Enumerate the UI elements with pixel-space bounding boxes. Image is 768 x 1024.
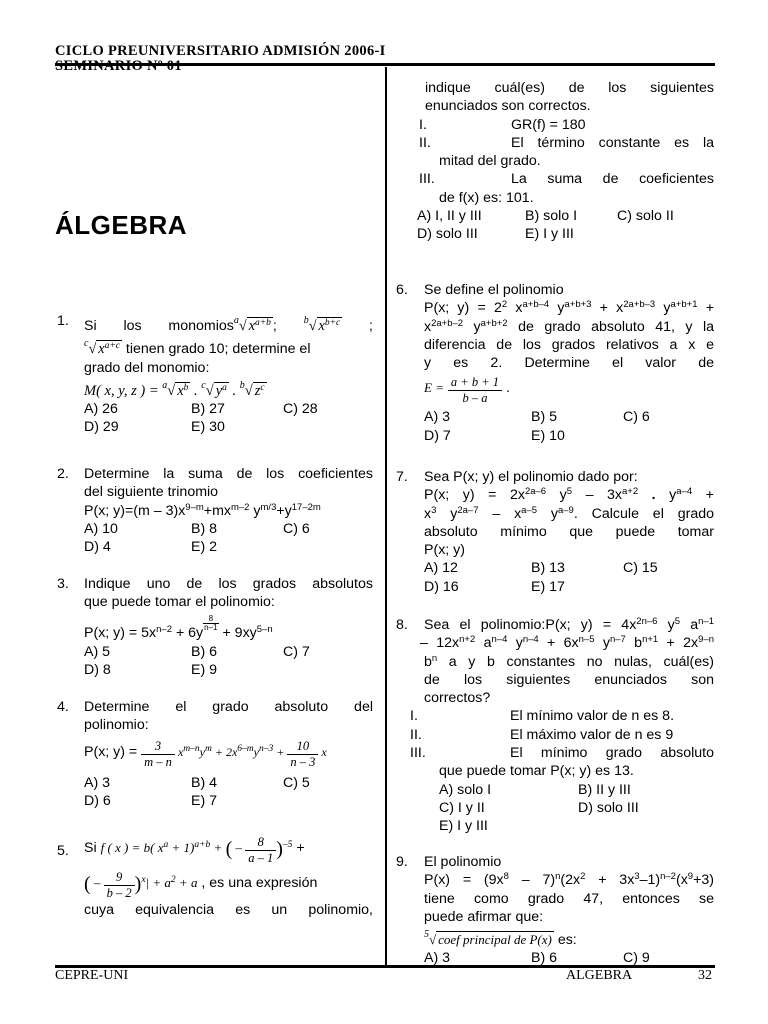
- question-number: 9.: [396, 854, 408, 870]
- option: A) solo I: [439, 781, 492, 798]
- statement-3: [417, 170, 714, 188]
- option: C) solo II: [617, 208, 674, 225]
- statement-number: II.: [410, 726, 422, 743]
- option: B) 8: [191, 520, 218, 537]
- question-text: diferencia de los grados relativos a x e: [424, 336, 714, 353]
- question-number: 1.: [57, 313, 69, 329]
- math-expression: $x^3$ $y^{2a-7} - x^{a-5}$ $y^{a-9}$. Calcule el grado: [424, 504, 714, 522]
- question-text: Determine el grado absoluto del: [84, 699, 373, 715]
- option: C) I y II: [439, 799, 485, 816]
- math-expression: E = $\frac{a + b + 1}{b - a}$ .: [424, 375, 510, 406]
- math-expression: P(x; $y) = 5x^{n-2} + 6y$ $^{\frac{8}{n-1}}$ + $9xy^{5-n}$: [84, 613, 273, 641]
- option: B) 13: [531, 560, 565, 577]
- math-expression: ( – $\frac{9}{b - 2}$ )$^x| + a^2 + a$ , es una expresión: [84, 870, 318, 900]
- option: D) solo III: [578, 799, 639, 816]
- statement-1: [410, 707, 714, 725]
- math-expression: M( x, y, z ) = $^a$√ $x^b$ . $^c$√ $y^a$ . $^b$√ $z^c$: [84, 379, 265, 399]
- question-text: tienen grado 10; determine el: [125, 341, 311, 358]
- option: B) 6: [531, 950, 558, 967]
- option: A) 12: [424, 560, 458, 577]
- answer-options: [417, 207, 714, 244]
- statement-number: I.: [419, 116, 427, 133]
- column-divider: [385, 67, 387, 968]
- option: D) solo III: [417, 226, 478, 243]
- statement-number: III.: [410, 745, 426, 762]
- math-expression: Si f ( x ) = b( $x^a + 1)^{a+b}$ + ( – $\frac{8}{a - 1}$ )$^{-5}$ +: [84, 835, 305, 865]
- question-text: indique cuál(es) de los siguientes: [425, 80, 714, 96]
- question-text: El polinomio: [424, 854, 502, 870]
- question-text: Se define el polinomio: [424, 282, 564, 298]
- option: D) 6: [84, 792, 111, 809]
- question-text: Si: [84, 840, 97, 856]
- answer-options: [84, 643, 373, 680]
- option: A) 5: [84, 643, 111, 660]
- statement-text: El mínimo valor de n es 8.: [510, 708, 675, 725]
- question-9: [396, 853, 714, 968]
- radicand: coef principal de P(x): [438, 932, 552, 948]
- option: D) 29: [84, 419, 119, 436]
- question-text: cuya equivalencia es un polinomio,: [84, 902, 373, 918]
- header-course: CICLO PREUNIVERSITARIO ADMISIÓN 2006-I: [55, 43, 386, 59]
- question-8: [396, 616, 714, 836]
- page-number: 32: [698, 968, 712, 983]
- option: C) 7: [283, 643, 310, 660]
- question-text: polinomio:: [84, 717, 149, 734]
- question-text: Si los monomios: [84, 318, 234, 334]
- option: A) 10: [84, 520, 118, 537]
- statement-text: La suma de coeficientes: [511, 171, 714, 188]
- math-expression: $^a$√ $x^{a+b}$: [233, 315, 271, 334]
- question-5: [57, 833, 373, 919]
- question-text: , es una expresión: [201, 875, 318, 891]
- question-text: Indique uno de los grados absolutos: [84, 576, 373, 592]
- math-expression: P(x; $y) = 2^2$ $x^{a+b-4}$ $y^{a+b+3} + x^{2a+b-3}$ $y^{a+b+1}$ +: [424, 299, 714, 317]
- question-text: Sea P(x; y) el polinomio dado por:: [424, 469, 638, 485]
- question-number: 4.: [57, 699, 69, 715]
- math-expression: Sea el polinomio:P(x; $y) = 4x^{2n-6}$ $y^5$ $a^{n-1}$: [424, 616, 714, 633]
- option: A) 3: [84, 774, 111, 791]
- statement-number: I.: [410, 708, 418, 725]
- question-6: [396, 281, 714, 445]
- option: E) I y III: [439, 818, 488, 835]
- option: C) 5: [283, 774, 310, 791]
- question-4: [57, 698, 373, 810]
- question-text: y es 2. Determine el valor de: [424, 355, 714, 372]
- question-7: [396, 468, 714, 596]
- option: B) solo I: [525, 208, 578, 225]
- footer-subject: ALGEBRA: [566, 968, 633, 983]
- option: E) 17: [531, 578, 565, 595]
- question-number: 2.: [57, 466, 69, 482]
- question-1: 1. Si los monomios$^a$√ $x^{a+b}$ ; $^b$√ $x^{b+c}$ ; $^c$√ $x^{a+c}$ tienen grado 10; determine el grado del monomio: M( x, y, z ) = $^a$√ $x^b$ . $^c$√ $y^a$ . $^b$√ $z^c$ A) 26 B) 27 C) 28 D) 29 E) 30: [57, 313, 374, 436]
- option: A) 3: [424, 409, 451, 426]
- math-expression: – $12x^{n+2}$ $a^{n-4}$ $y^{n-4} + 6x^{n-5}$ $y^{n-7}$ $b^{n+1} + 2x^{9-n}$: [420, 634, 715, 652]
- question-text: de grado absoluto 41, y la: [518, 318, 714, 335]
- option: D) 8: [84, 662, 111, 679]
- question-text: tiene como grado 47, entonces se: [424, 890, 714, 907]
- question-text: absoluto mínimo que puede tomar: [424, 523, 714, 540]
- question-number: 7.: [396, 469, 408, 485]
- statement-text: que puede tomar P(x; y) es 13.: [439, 763, 634, 780]
- answer-options: [424, 408, 714, 445]
- option: B) II y III: [578, 781, 631, 798]
- option: E) 2: [191, 539, 218, 556]
- statement-1: [417, 116, 714, 134]
- option: E) I y III: [525, 226, 574, 243]
- option: D) 4: [84, 539, 111, 556]
- answer-options: [84, 774, 373, 811]
- statement-number: II.: [419, 134, 431, 151]
- option: A) 26: [84, 401, 118, 418]
- option: C) 9: [623, 950, 650, 967]
- question-number: 3.: [57, 576, 69, 592]
- option: C) 6: [283, 520, 310, 537]
- statement-number: III.: [419, 171, 435, 188]
- question-text: Determine la suma de los coeficientes: [84, 466, 373, 482]
- question-text: es:: [557, 932, 577, 949]
- option: E) 30: [191, 419, 225, 436]
- option: B) 5: [531, 409, 558, 426]
- question-text: enunciados son correctos.: [425, 98, 591, 115]
- option: E) 10: [531, 427, 565, 444]
- statement-2: [410, 726, 714, 744]
- answer-options: [424, 559, 714, 596]
- statement-2: [417, 134, 714, 152]
- statement-text: mitad del grado.: [439, 153, 541, 170]
- statement-text: GR(f) = 180: [511, 116, 586, 133]
- statement-text: El mínimo grado absoluto: [510, 745, 714, 762]
- math-expression: $^c$√ $x^{a+c}$: [84, 338, 120, 358]
- answer-options: [84, 520, 373, 557]
- answer-options: [439, 781, 714, 836]
- option: C) 6: [623, 409, 650, 426]
- statement-text: El término constante es la: [511, 134, 714, 151]
- option: C) 28: [283, 401, 318, 418]
- math-expression: $^b$√ $x^{b+c}$: [303, 315, 341, 334]
- question-3: [57, 575, 373, 679]
- math-expression: P(x; $y) = 2x^{2a-6}$ $y^5 - 3x^{a+2}$ . $y^{a-4}$ +: [424, 486, 714, 504]
- header-rule: [55, 63, 715, 66]
- question-text: grado del monomio:: [84, 359, 210, 376]
- option: D) 7: [424, 427, 451, 444]
- statement-text: El máximo valor de n es 9: [510, 726, 674, 743]
- question-text: correctos?: [424, 690, 491, 707]
- question-text: que puede tomar el polinomio:: [84, 594, 275, 611]
- question-text: de los siguientes enunciados son: [424, 671, 714, 688]
- option: B) 4: [191, 774, 218, 791]
- option: D) 16: [424, 578, 459, 595]
- option: C) 15: [623, 560, 658, 577]
- question-text: a y b constantes no nulas, cuál(es): [448, 653, 714, 670]
- option: B) 27: [191, 401, 225, 418]
- option: E) 7: [191, 792, 218, 809]
- option: A) I, II y III: [417, 208, 482, 225]
- question-5-continued: [417, 79, 714, 244]
- option: A) 3: [424, 950, 451, 967]
- option: B) 6: [191, 643, 218, 660]
- math-expression: P(x; y) = $\frac{3}{m - n}$ $x^{m-n}y^m + 2x^{6-m}y^{n-3}$ + $\frac{10}{n - 3}$ x: [84, 738, 327, 769]
- math-expression: $^5$√ coef principal de P(x) es:: [424, 929, 577, 949]
- header-seminar: SEMINARIO Nº 01: [55, 58, 182, 74]
- math-expression: $P(x) = (9x^8 - 7)^n(2x^2 + 3x^3-1)^{n-2}(x^9+3)$: [424, 871, 714, 889]
- question-text: del siguiente trinomio: [84, 484, 219, 501]
- question-number: 5.: [57, 843, 69, 859]
- question-text: Calcule el grado: [591, 505, 714, 522]
- option: E) 9: [191, 662, 218, 679]
- footer-left: CEPRE-UNI: [55, 968, 129, 983]
- question-text: P(x; y): [424, 542, 465, 559]
- question-2: [57, 465, 373, 556]
- math-expression: $b^n$ a y b constantes no nulas, cuál(es): [424, 652, 714, 670]
- statement-3: [410, 744, 714, 762]
- statement-text: de f(x) es: 101.: [439, 189, 534, 206]
- question-number: 8.: [396, 617, 408, 633]
- question-number: 6.: [396, 282, 408, 298]
- section-title: ÁLGEBRA: [55, 210, 188, 240]
- math-expression: $x^{2a+b-2}$ $y^{a+b+2}$ de grado absoluto 41, y la: [424, 317, 714, 335]
- answer-options: [84, 400, 373, 437]
- question-text: puede afirmar que:: [424, 908, 544, 925]
- math-expression: P(x; $y)=(m - 3)x^{9-m}+mx^{m-2}$ $y^{m/3}+y^{17-2m}$: [84, 501, 321, 519]
- question-text: Sea el polinomio:: [424, 617, 546, 633]
